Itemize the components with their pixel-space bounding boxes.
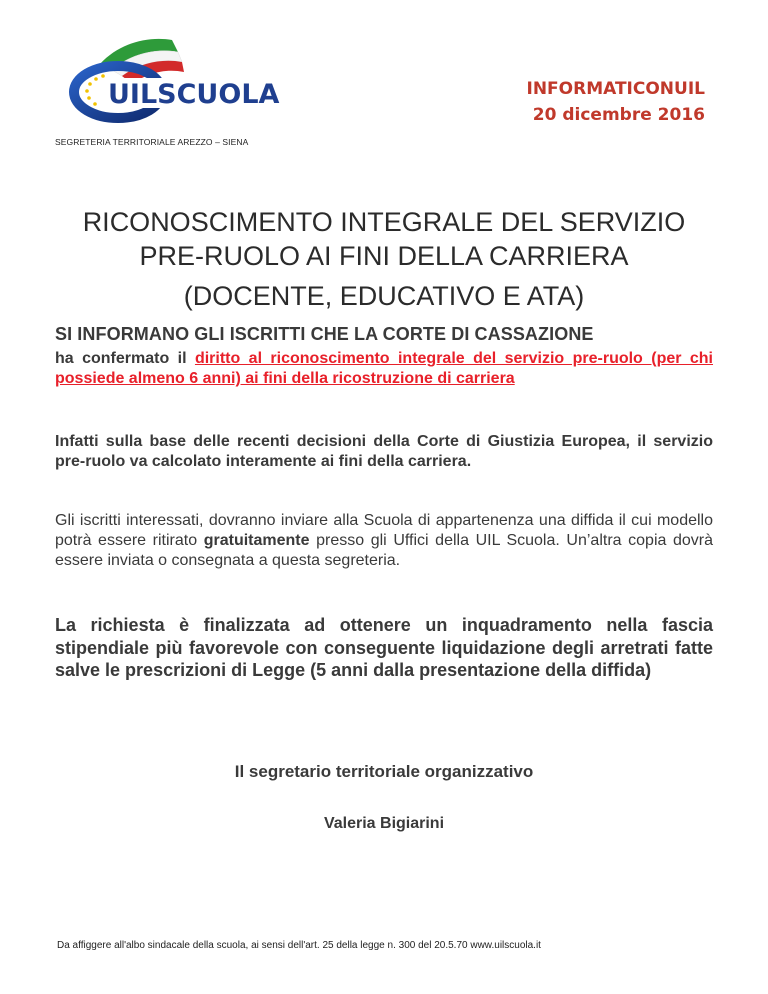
announcement-paragraph (55, 349, 713, 389)
logo-text: UILSCUOLA (108, 79, 280, 110)
title-line-1: RICONOSCIMENTO INTEGRALE DEL SERVIZIO (82, 207, 686, 237)
signature-name: Valeria Bigiarini (323, 815, 445, 832)
justification-paragraph: Infatti sulla base delle recenti decisioni della Corte di Giustizia Europea, il servizio pre-ruolo va calcolato interamente ai fini della carriera. (55, 433, 713, 470)
purpose-paragraph: La richiesta è finalizzata ad ottenere un inquadramento nella fascia stipendiale più favorevole con conseguente liquidazione degli arretrati fatte salve le prescrizioni di Legge (5 anni dalla presentazione della diffida) (55, 615, 713, 680)
newsletter-date: 20 dicembre 2016 (532, 105, 705, 125)
instructions-paragraph (55, 511, 713, 571)
logo-graphic (60, 30, 288, 130)
signature-role: Il segretario territoriale organizzativo (234, 762, 534, 781)
page-subtitle: (DOCENTE, EDUCATIVO E ATA) (183, 281, 585, 311)
newsletter-name: INFORMATICONUIL (526, 79, 705, 99)
title-line-2: PRE-RUOLO AI FINI DELLA CARRIERA (139, 241, 629, 271)
footer-note: Da affiggere all'albo sindacale della scuola, ai sensi dell'art. 25 della legge n. 300 del 20.5.70 www.uilscuola.it (57, 940, 541, 951)
page-title (40, 205, 728, 273)
uilscuola-logo (60, 30, 288, 130)
segreteria-label: SEGRETERIA TERRITORIALE AREZZO – SIENA (55, 137, 249, 147)
highlighted-right: diritto al riconoscimento integrale del servizio pre-ruolo (per chi possiede almeno 6 anni) ai fini della ricostruzione di carriera (55, 350, 713, 387)
announcement-lead: ha confermato il (55, 350, 195, 367)
newsletter-header (527, 76, 706, 128)
instructions-bold: gratuitamente (203, 532, 310, 549)
announcement-heading: SI INFORMANO GLI ISCRITTI CHE LA CORTE DI CASSAZIONE (55, 324, 594, 344)
instructions-part-1: Gli iscritti interessati, dovranno inviare alla Scuola di appartenenza una diffida il cui modello potrà essere ritirato (55, 512, 713, 549)
instructions-part-2: presso gli Uffici della UIL Scuola. Un’altra copia dovrà essere inviata o consegnata a questa segreteria. (55, 532, 714, 569)
